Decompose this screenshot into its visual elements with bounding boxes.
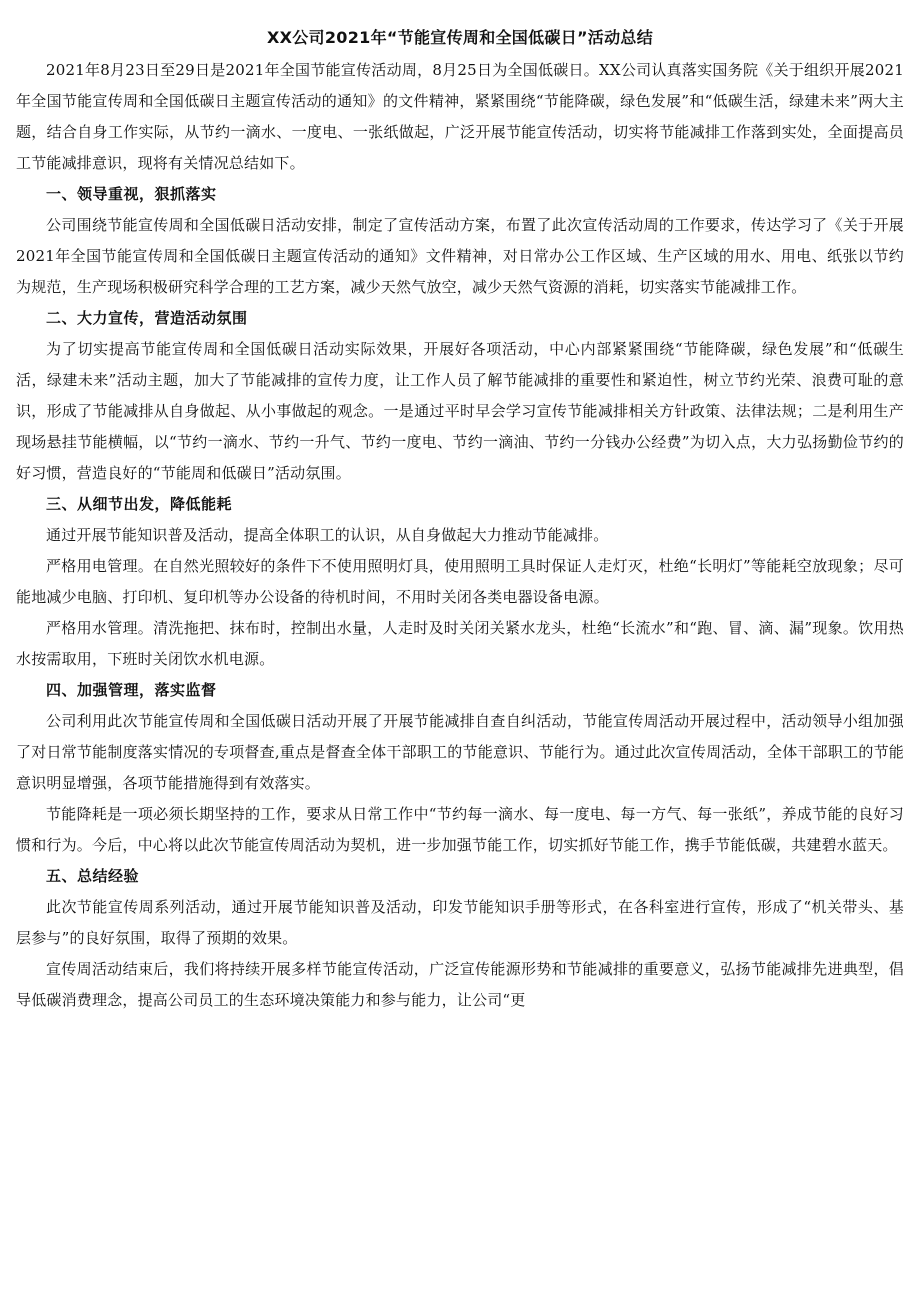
section-2-paragraph-1: 为了切实提高节能宣传周和全国低碳日活动实际效果，开展好各项活动，中心内部紧紧围绕“节能降碳，绿色发展”和“低碳生活，绿建未来”活动主题，加大了节能减排的宣传力度，让工作人员了解节能减排的重要性和紧迫性，树立节约光荣、浪费可耻的意识，形成了节能减排从自身做起、从小事做起的观念。一是通过平时早会学习宣传节能减排相关方针政策、法律法规；二是利用生产现场悬挂节能横幅，以“节约一滴水、节约一升气、节约一度电、节约一滴油、节约一分钱办公经费”为切入点，大力弘扬勤俭节约的好习惯，营造良好的“节能周和低碳日”活动氛围。: [16, 340, 904, 482]
section-5-paragraph-2: 宣传周活动结束后，我们将持续开展多样节能宣传活动，广泛宣传能源形势和节能减排的重要意义，弘扬节能减排先进典型，倡导低碳消费理念，提高公司员工的生态环境决策能力和参与能力，让公司“更: [16, 960, 904, 1009]
section-2-heading: 二、大力宣传，营造活动氛围: [46, 309, 248, 327]
section-5-paragraph-1: 此次节能宣传周系列活动，通过开展节能知识普及活动，印发节能知识手册等形式，在各科室进行宣传，形成了“机关带头、基层参与”的良好氛围，取得了预期的效果。: [16, 898, 904, 947]
section-1-paragraph-1: 公司围绕节能宣传周和全国低碳日活动安排，制定了宣传活动方案，布置了此次宣传活动周的工作要求，传达学习了《关于开展2021年全国节能宣传周和全国低碳日主题宣传活动的通知》文件精神，对日常办公工作区域、生产区域的用水、用电、纸张以节约为规范，生产现场积极研究科学合理的工艺方案，减少天然气放空，减少天然气资源的消耗，切实落实节能减排工作。: [16, 216, 904, 296]
section-4-paragraph-1: 公司利用此次节能宣传周和全国低碳日活动开展了开展节能减排自查自纠活动，节能宣传周活动开展过程中，活动领导小组加强了对日常节能制度落实情况的专项督查,重点是督查全体干部职工的节能意识、节能行为。通过此次宣传周活动，全体干部职工的节能意识明显增强，各项节能措施得到有效落实。: [16, 712, 904, 792]
section-5-heading: 五、总结经验: [46, 867, 140, 885]
section-3-paragraph-3: 严格用水管理。清洗拖把、抹布时，控制出水量，人走时及时关闭关紧水龙头，杜绝“长流水”和“跑、冒、滴、漏”现象。饮用热水按需取用，下班时关闭饮水机电源。: [16, 619, 904, 668]
section-4-heading: 四、加强管理，落实监督: [46, 681, 217, 699]
intro-paragraph: 2021年8月23日至29日是2021年全国节能宣传活动周，8月25日为全国低碳日。XX公司认真落实国务院《关于组织开展2021年全国节能宣传周和全国低碳日主题宣传活动的通知》的文件精神，紧紧围绕“节能降碳，绿色发展”和“低碳生活，绿建未来”两大主题，结合自身工作实际，从节约一滴水、一度电、一张纸做起，广泛开展节能宣传活动，切实将节能减排工作落到实处，全面提高员工节能减排意识，现将有关情况总结如下。: [16, 61, 904, 172]
section-3-heading: 三、从细节出发，降低能耗: [46, 495, 233, 513]
section-1-heading: 一、领导重视，狠抓落实: [46, 185, 217, 203]
section-3-paragraph-1: 通过开展节能知识普及活动，提高全体职工的认识，从自身做起大力推动节能减排。: [46, 526, 609, 544]
document-title: XX公司2021年“节能宣传周和全国低碳日”活动总结: [266, 28, 654, 47]
section-3-paragraph-2: 严格用电管理。在自然光照较好的条件下不使用照明灯具，使用照明工具时保证人走灯灭，杜绝“长明灯”等能耗空放现象；尽可能地减少电脑、打印机、复印机等办公设备的待机时间，不用时关闭各类电器设备电源。: [16, 557, 904, 606]
section-4-paragraph-2: 节能降耗是一项必须长期坚持的工作，要求从日常工作中“节约每一滴水、每一度电、每一方气、每一张纸”，养成节能的良好习惯和行为。今后，中心将以此次节能宣传周活动为契机，进一步加强节能工作，切实抓好节能工作，携手节能低碳，共建碧水蓝天。: [16, 805, 904, 854]
